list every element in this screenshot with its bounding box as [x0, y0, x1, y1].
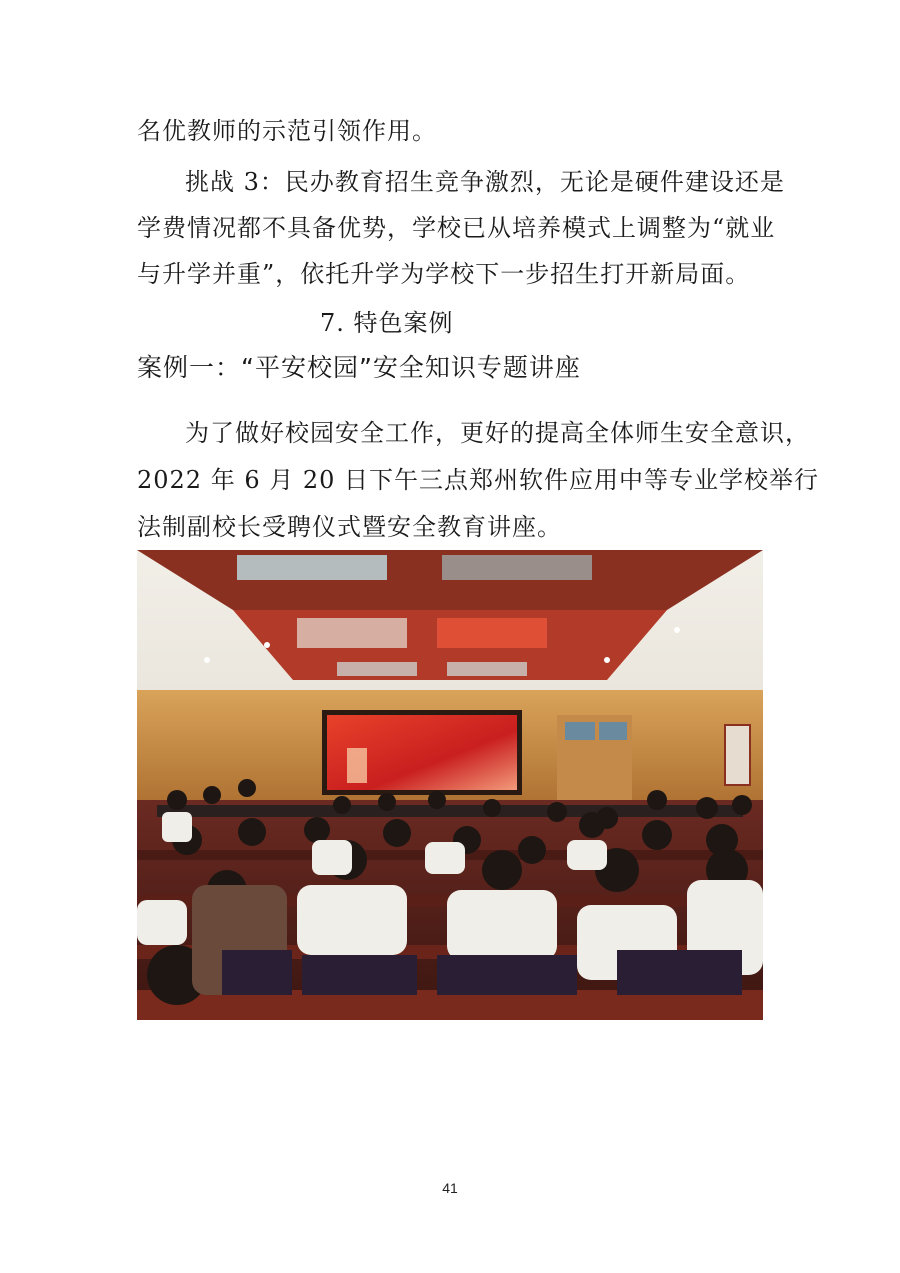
body-line-2: 2022 年 6 月 20 日下午三点郑州软件应用中等专业学校举行: [137, 466, 820, 494]
case-heading: 案例一：“平安校园”安全知识专题讲座: [137, 353, 581, 382]
paragraph-line-2: 挑战 3：民办教育招生竞争激烈，无论是硬件建设还是: [185, 168, 785, 196]
paragraph-line-4: 与升学并重”，依托升学为学校下一步招生打开新局面。: [137, 260, 751, 288]
paragraph-line-3: 学费情况都不具备优势，学校已从培养模式上调整为“就业: [137, 214, 776, 242]
body-line-1: 为了做好校园安全工作，更好的提高全体师生安全意识，: [185, 419, 810, 447]
section-title: 7. 特色案例: [320, 309, 454, 337]
body-line-3: 法制副校长受聘仪式暨安全教育讲座。: [137, 513, 562, 541]
lecture-hall-photo: [137, 550, 763, 1020]
paragraph-line-1: 名优教师的示范引领作用。: [137, 117, 437, 145]
page-number: 41: [442, 1180, 458, 1196]
